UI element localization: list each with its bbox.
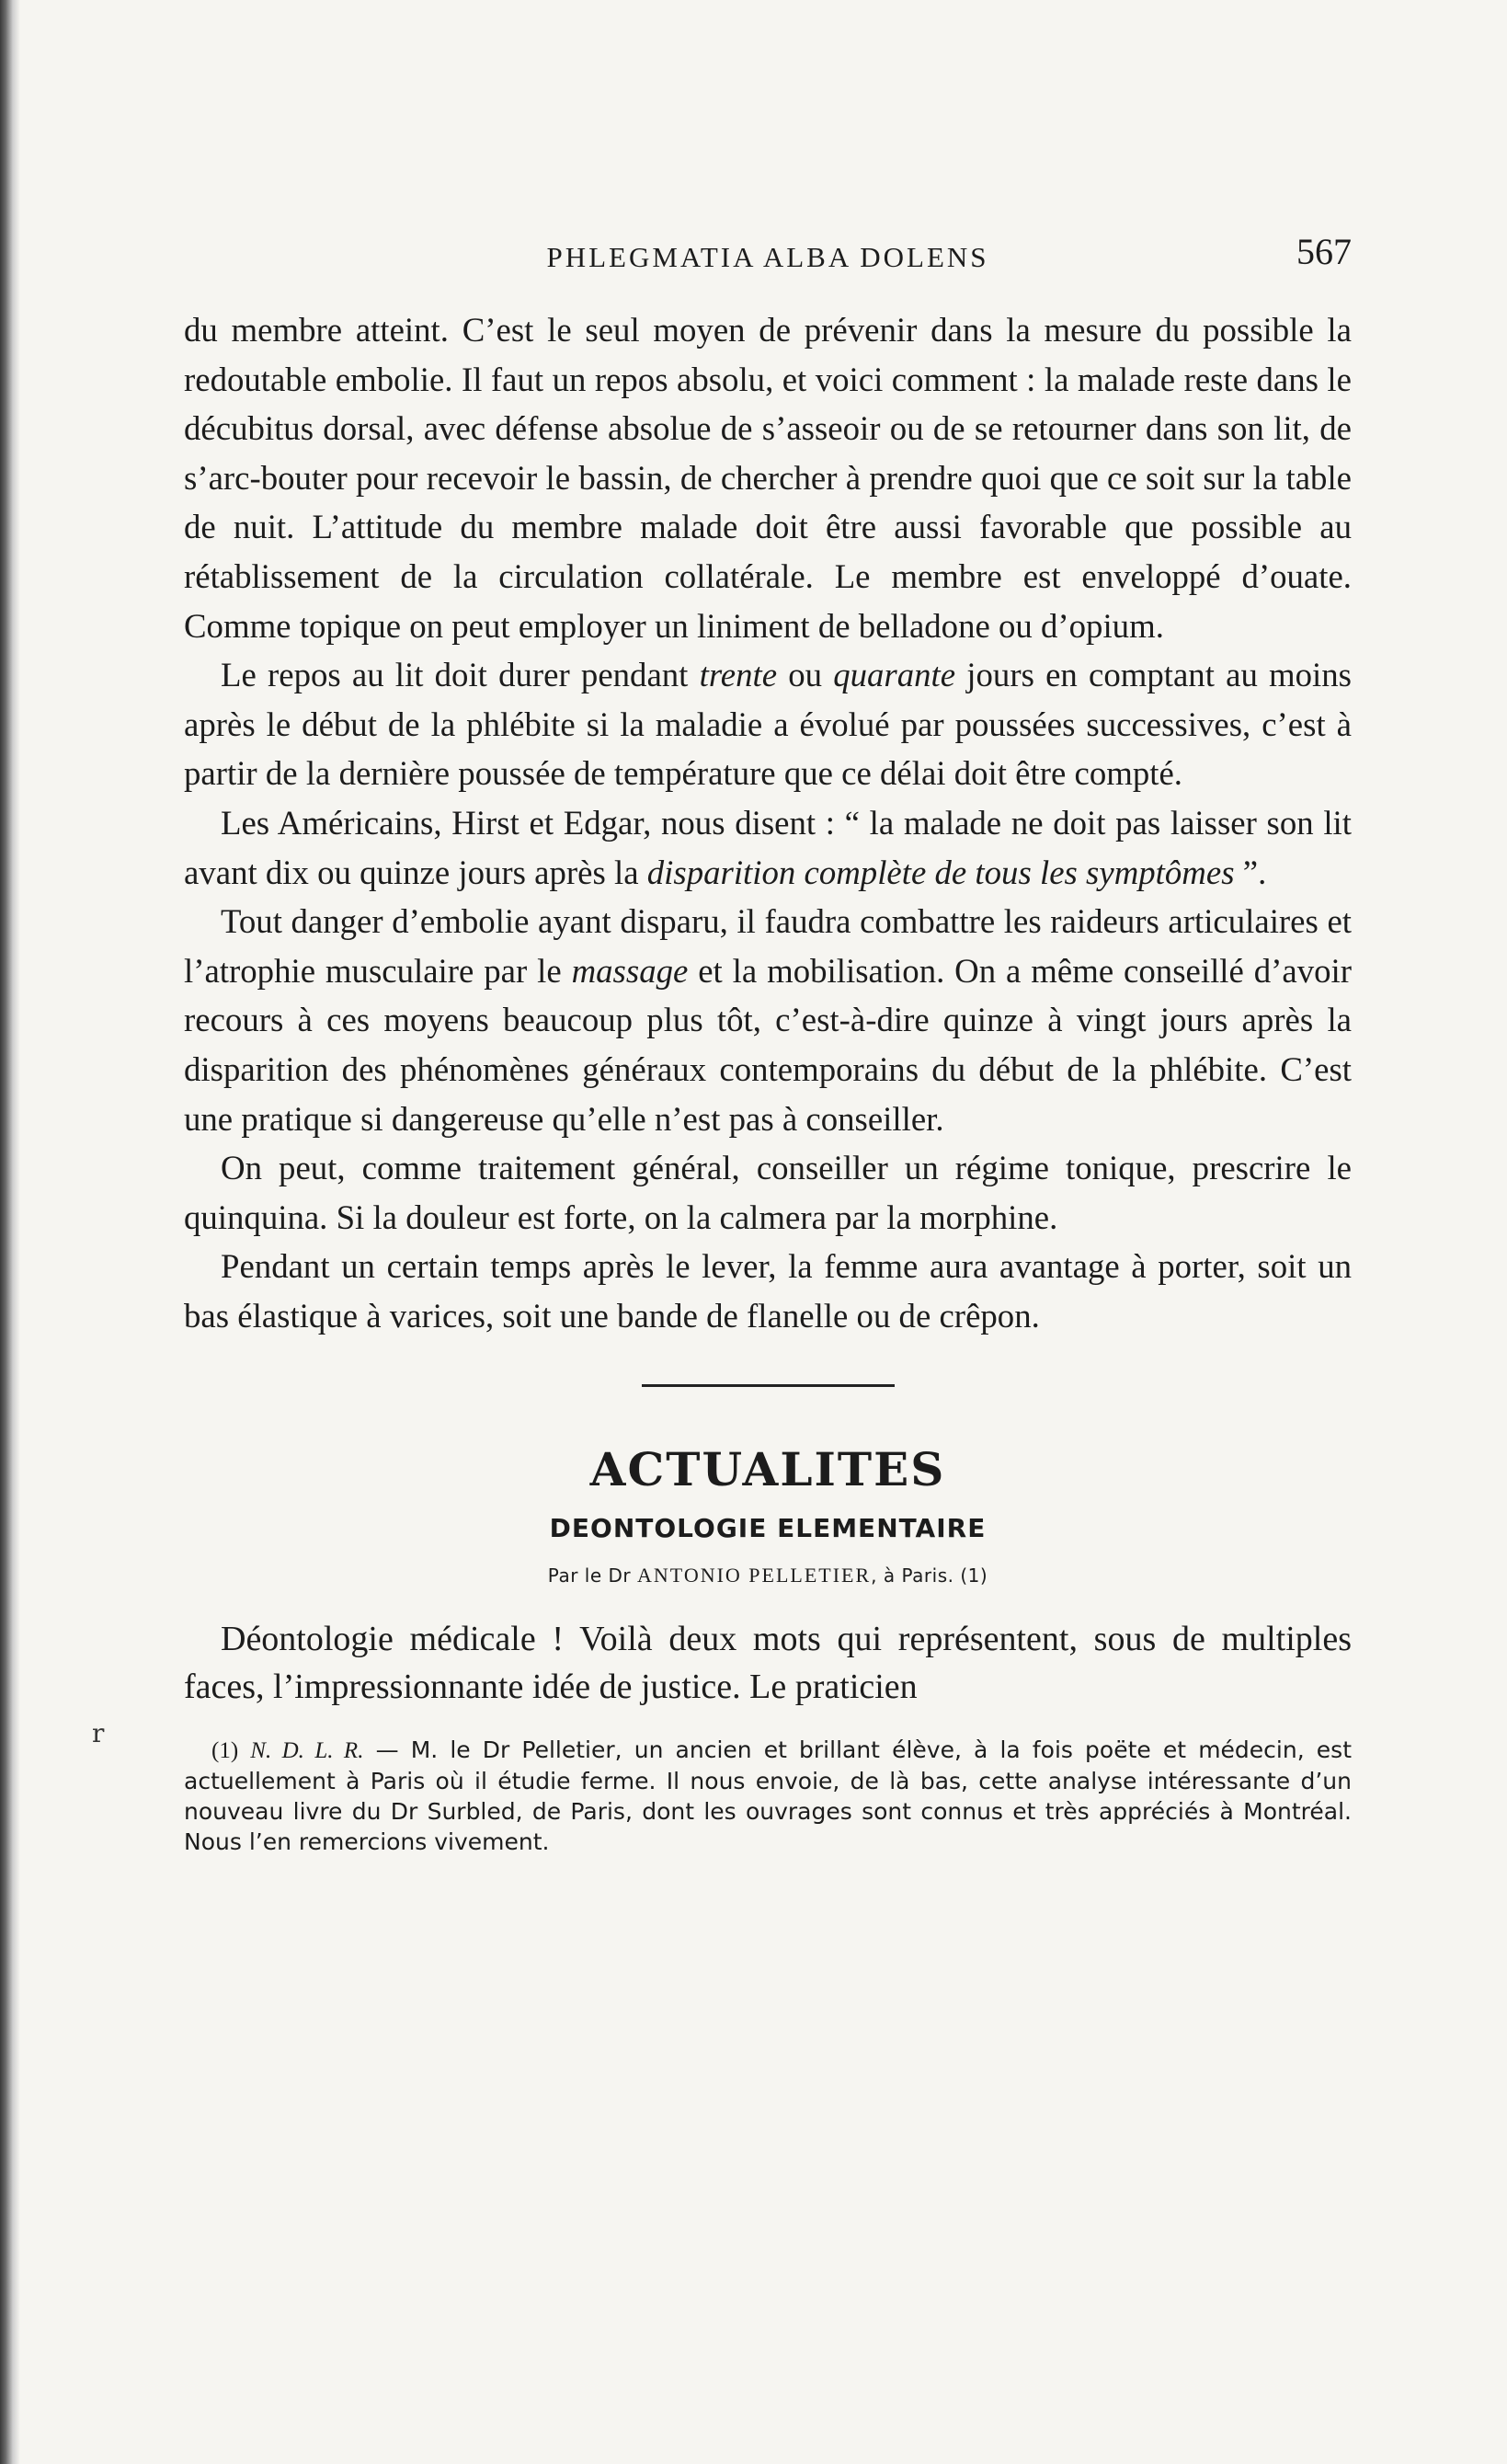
- paragraph-3: [184, 798, 1352, 897]
- paragraph-5: On peut, comme traitement général, conseiller un régime tonique, prescrire le quinquina. Si la douleur est forte, on la calmera par la morphine.: [184, 1149, 1352, 1236]
- section-title: ACTUALITES: [589, 1442, 946, 1497]
- paragraph-4-text-a: Tout danger d’embolie ayant disparu, il faudra combattre les raideurs articulaires et l’atrophie musculaire par le: [184, 902, 1352, 990]
- paragraph-1: du membre atteint. C’est le seul moyen de prévenir dans la mesure du possible la redoutable embolie. Il faut un repos absolu, et voici comment : la malade reste dans le décubitus dorsal, avec défense absolue de s’asseoir ou de se retourner dans son lit, de s’arc-bouter pour recevoir le bassin, de chercher à prendre quoi que ce soit sur la table de nuit. L’attitude du membre malade doit être aussi favorable que possible au rétablissement de la circulation collatérale. Le membre est enveloppé d’ouate. Comme topique on peut employer un liniment de belladone ou d’opium.: [184, 311, 1352, 645]
- article-paragraph-1: Déontologie médicale ! Voilà deux mots qui représentent, sous de multiples faces, l’impressionnante idée de justice. Le praticien: [184, 1620, 1352, 1707]
- byline-suffix: , à Paris.: [871, 1564, 954, 1587]
- paragraph-2-emphasis-quarante: quarante: [833, 656, 956, 694]
- footnote-text: — M. le Dr Pelletier, un ancien et brillant élève, à la fois poëte et médecin, est actuellement à Paris où il étudie ferme. Il nous envoie, de là bas, cette analyse intéressante d’un nouveau livre du Dr Surbled, de Paris, dont les ouvrages sont connus et très appréciés à Montréal. Nous l’en remercions vivement.: [184, 1736, 1352, 1856]
- paragraph-6: Pendant un certain temps après le lever, la femme aura avantage à porter, soit un bas élastique à varices, soit une bande de flanelle ou de crêpon.: [184, 1247, 1352, 1335]
- footnote-initials: N. D. L. R.: [250, 1738, 364, 1764]
- paragraph-3-text-a: Les Américains, Hirst et Edgar, nous disent : “ la malade ne doit pas laisser son lit avant dix ou quinze jours après la: [184, 803, 1352, 891]
- margin-stray-mark: r: [92, 1718, 105, 1748]
- paragraph-2-text-c: jours en comptant au moins après le début de la phlébite si la maladie a évolué par poussées successives, c’est à partir de la dernière poussée de température que ce délai doit être compté.: [184, 656, 1352, 793]
- byline-prefix: Par le Dr: [547, 1564, 632, 1587]
- byline: [184, 1564, 1352, 1587]
- section-divider-rule: [642, 1384, 895, 1387]
- body-text: [184, 305, 1352, 1340]
- page: [184, 230, 1352, 1857]
- paragraph-2-emphasis-trente: trente: [699, 656, 778, 694]
- page-number: 567: [1296, 231, 1352, 272]
- paragraph-3-text-b: ”.: [1234, 853, 1267, 891]
- paragraph-4-emphasis-massage: massage: [571, 951, 689, 990]
- paragraph-3-emphasis: disparition complète de tous les symptômes: [646, 853, 1235, 891]
- paragraph-2: [184, 650, 1352, 798]
- paragraph-4-text-b: et la mobilisation. On a même conseillé d’avoir recours à ces moyens beaucoup plus tôt, c’est-à-dire quinze à vingt jours après la disparition des phénomènes généraux contemporains du début de la phlébite. C’est une pratique si dangereuse qu’elle n’est pas à conseiller.: [184, 951, 1352, 1138]
- footnote-mark: (1): [211, 1738, 239, 1764]
- subsection-title: DEONTOLOGIE ELEMENTAIRE: [549, 1513, 987, 1544]
- footnote: [184, 1735, 1352, 1857]
- paragraph-4: [184, 897, 1352, 1143]
- running-head-title: PHLEGMATIA ALBA DOLENS: [546, 241, 989, 273]
- byline-author: ANTONIO PELLETIER: [637, 1564, 872, 1587]
- running-head: [184, 230, 1352, 285]
- paragraph-2-text-b: ou: [777, 656, 834, 694]
- byline-footnote-ref: (1): [960, 1564, 988, 1587]
- paragraph-2-text-a: Le repos au lit doit durer pendant: [221, 656, 700, 694]
- page-binding-edge: [0, 0, 20, 2464]
- article-body: [184, 1615, 1352, 1711]
